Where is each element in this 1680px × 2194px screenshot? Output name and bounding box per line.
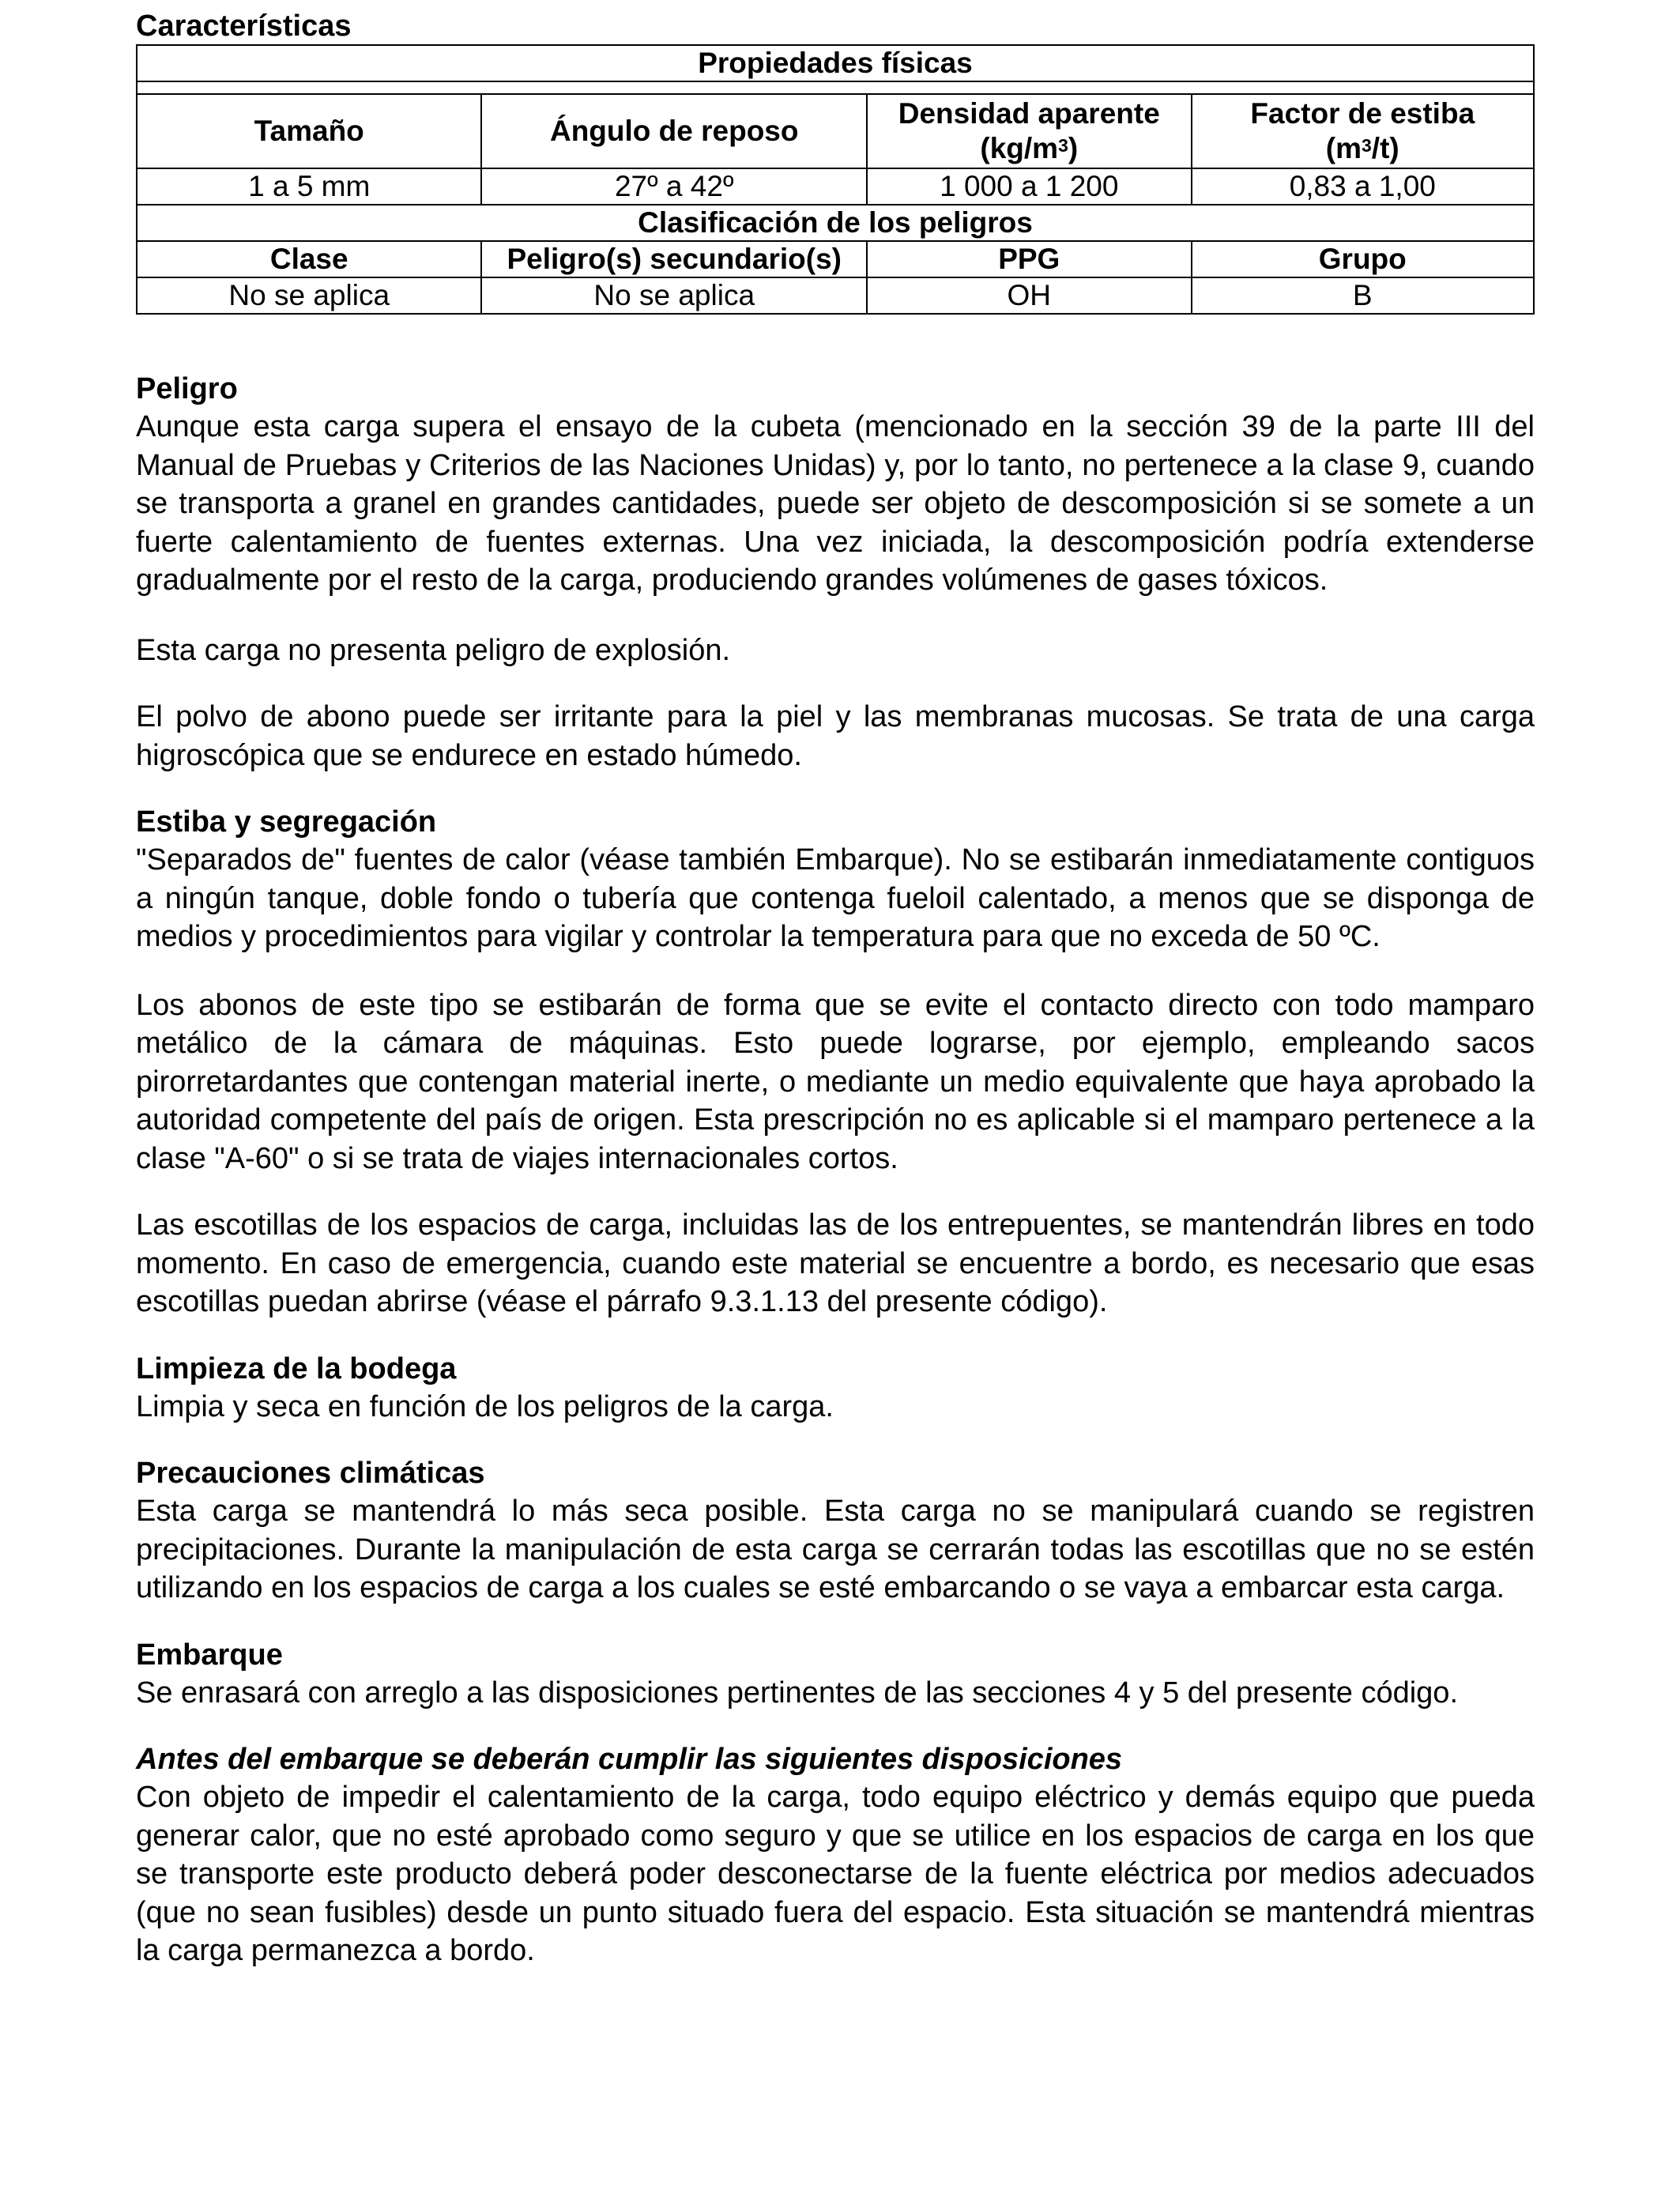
section-heading: Peligro [136,372,238,405]
section-embarque [136,1636,1535,1713]
header-stowage-unit: $(m^3/t)$ [1325,132,1399,164]
paragraph: Se enrasará con arreglo a las disposiciones pertinentes de las secciones 4 y 5 del presente código. [136,1676,1459,1710]
hazard-header-secondary: Peligro(s) secundario(s) [481,241,867,277]
hazard-header-class: Clase [137,241,481,277]
section-heading: Precauciones climáticas [136,1457,485,1490]
paragraph: Limpia y seca en función de los peligros de la carga. [136,1389,834,1423]
value-density: 1 000 a 1 200 [867,168,1192,205]
value-stowage: 0,83 a 1,00 [1192,168,1534,205]
hazard-value-group: B [1192,277,1534,314]
table-spacer [137,81,1534,94]
section-heading: Estiba y segregación [136,805,437,839]
header-density-label: Densidad aparente [898,97,1160,130]
header-stowage [1192,94,1534,168]
hazard-header-ppg: PPG [867,241,1192,277]
header-stowage-label: Factor de estiba [1250,97,1475,130]
section-antes-embarque [136,1740,1535,1970]
hazard-value-class: No se aplica [137,277,481,314]
paragraph: Las escotillas de los espacios de carga, incluidas las de los entrepuentes, se mantendrán libres en todo momento. En caso de emergencia, cuando este material se encuentre a bordo, es necesario que esas escotillas puedan abrirse (véase el párrafo 9.3.1.13 del presente código). [136,1208,1535,1318]
document-page [136,8,1535,1970]
paragraph: Esta carga se mantendrá lo más seca posible. Esta carga no se manipulará cuando se registren precipitaciones. Durante la manipulación de esta carga se cerrarán todas las escotillas que no se estén utilizando en los espacios de carga a los cuales se esté embarcando o se vaya a embarcar esta carga. [136,1495,1535,1604]
section-heading: Embarque [136,1638,283,1672]
section-estiba [136,803,1535,1321]
section-heading: Antes del embarque se deberán cumplir las siguientes disposiciones [136,1743,1123,1776]
hazard-header-group: Grupo [1192,241,1534,277]
value-angle: 27º a 42º [481,168,867,205]
paragraph: Aunque esta carga supera el ensayo de la cubeta (mencionado en la sección 39 de la parte III del Manual de Pruebas y Criterios de las Naciones Unidas) y, por lo tanto, no pertenece a la clase 9, cuando se transporta a granel en grandes cantidades, puede ser objeto de descomposición si se somete a un fuerte calentamiento de fuentes externas. Una vez iniciada, la descomposición podría extenderse gradualmente por el resto de la carga, produciendo grandes volúmenes de gases tóxicos. [136,410,1535,597]
paragraph: Con objeto de impedir el calentamiento de la carga, todo equipo eléctrico y demás equipo que pueda generar calor, que no esté aprobado como seguro y que se utilice en los espacios de carga en los que se transporte este producto deberá poder desconectarse de la fuente eléctrica por medios adecuados (que no sean fusibles) desde un punto situado fuera del espacio. Esta situación se mantendrá mientras la carga permanezca a bordo. [136,1781,1535,1967]
paragraph: "Separados de" fuentes de calor (véase también Embarque). No se estibarán inmediatamente contiguos a ningún tanque, doble fondo o tubería que contenga fueloil calentado, a menos que se disponga de medios y procedimientos para vigilar y controlar la temperatura para que no exceda de 50 ºC. [136,843,1535,953]
section-limpieza [136,1350,1535,1427]
header-angle: Ángulo de reposo [481,94,867,168]
header-size: Tamaño [137,94,481,168]
hazard-value-ppg: OH [867,277,1192,314]
section-precauciones [136,1454,1535,1608]
paragraph: El polvo de abono puede ser irritante para la piel y las membranas mucosas. Se trata de una carga higroscópica que se endurece en estado húmedo. [136,700,1535,772]
paragraph: Esta carga no presenta peligro de explosión. [136,633,731,667]
page-title: Características [136,9,352,43]
header-density [867,94,1192,168]
table-caption: Propiedades físicas [137,45,1534,81]
header-density-unit: $(kg/m^3)$ [980,132,1079,164]
section-peligro [136,370,1535,775]
section-heading: Limpieza de la bodega [136,1351,457,1385]
properties-table [136,44,1535,315]
hazard-caption: Clasificación de los peligros [137,205,1534,241]
hazard-value-secondary: No se aplica [481,277,867,314]
paragraph: Los abonos de este tipo se estibarán de forma que se evite el contacto directo con todo mamparo metálico de la cámara de máquinas. Esto puede lograrse, por ejemplo, empleando sacos pirorretardantes que contengan material inerte, o mediante un medio equivalente que haya aprobado la autoridad competente del país de origen. Esta prescripción no es aplicable si el mamparo pertenece a la clase "A-60" o si se trata de viajes internacionales cortos. [136,988,1535,1175]
value-size: 1 a 5 mm [137,168,481,205]
